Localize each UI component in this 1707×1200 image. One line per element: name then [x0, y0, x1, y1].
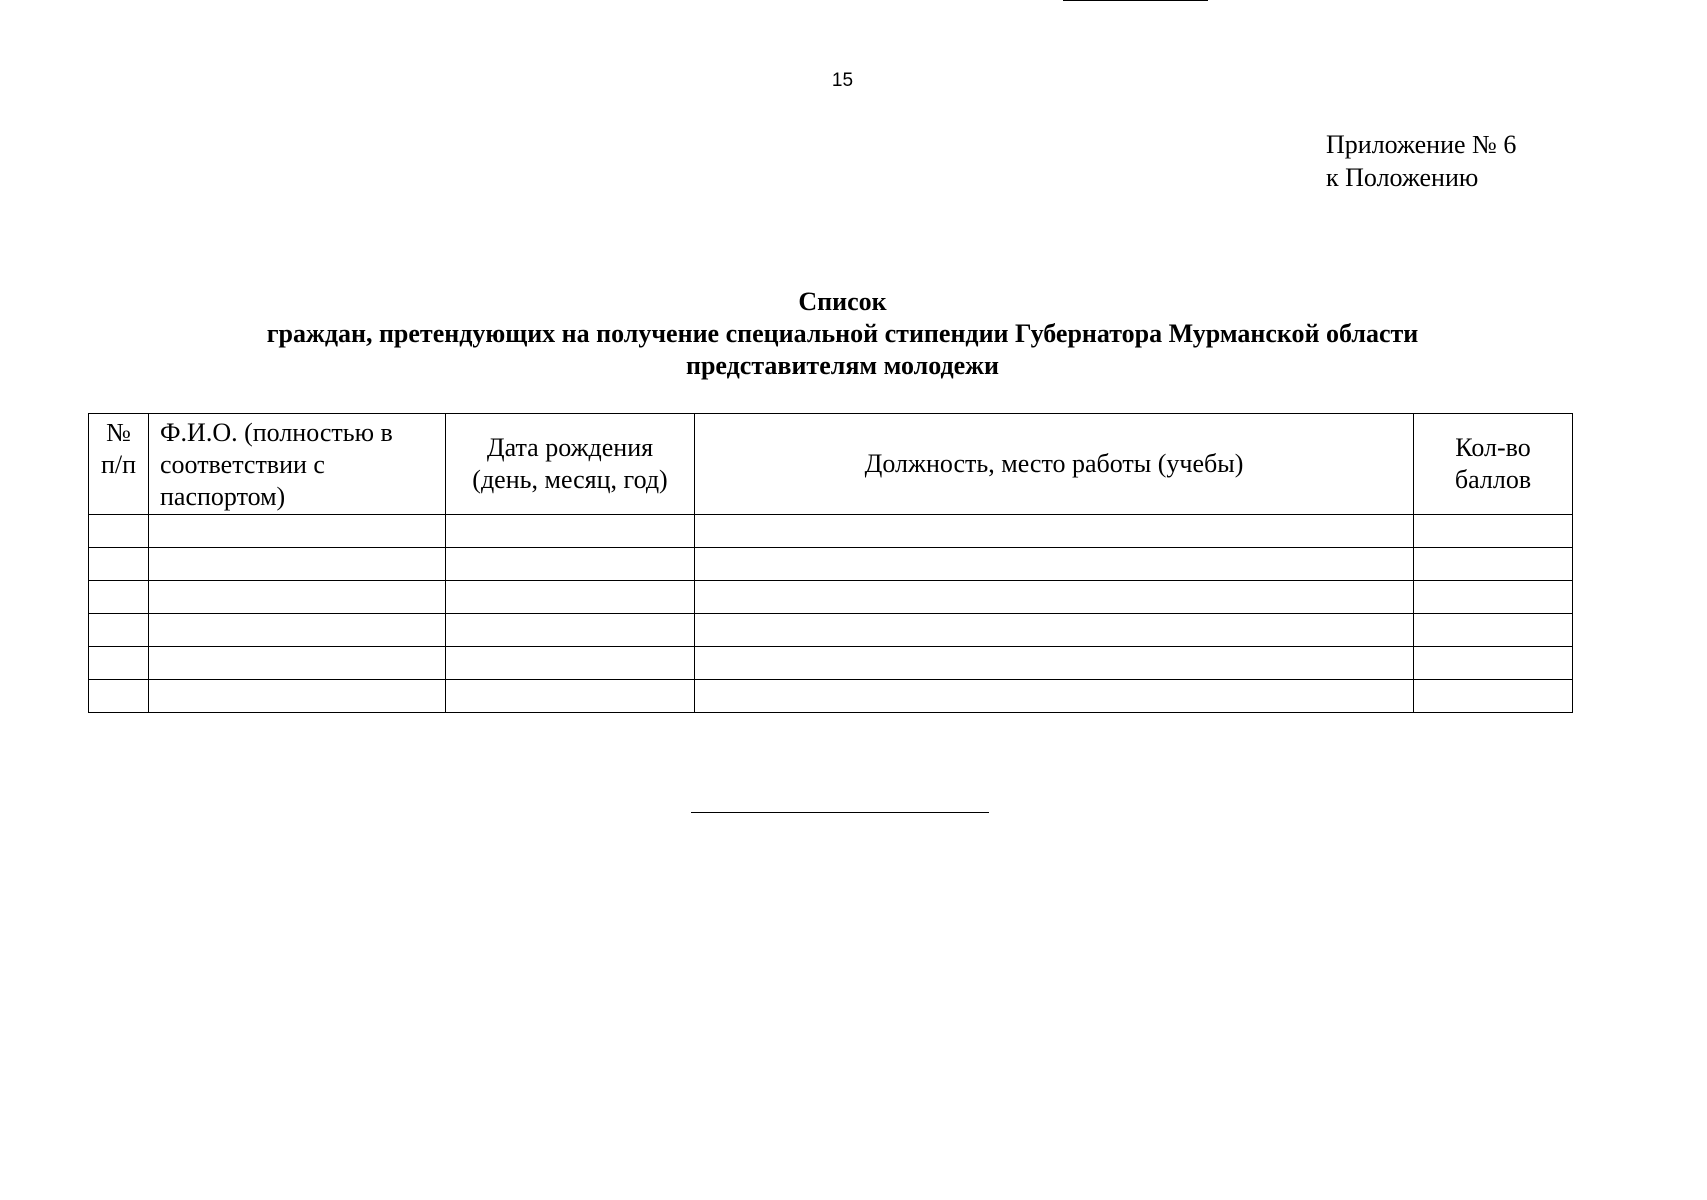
table-cell[interactable] [1414, 548, 1573, 581]
table-cell[interactable] [446, 614, 695, 647]
table-cell[interactable] [446, 581, 695, 614]
header-birth-date-line-2: (день, месяц, год) [472, 465, 668, 494]
table-cell[interactable] [149, 614, 446, 647]
table-row [89, 515, 1573, 548]
table-row [89, 581, 1573, 614]
header-score-line-2: баллов [1454, 465, 1532, 494]
table-cell[interactable] [89, 647, 149, 680]
table-cell[interactable] [149, 647, 446, 680]
header-birth-date-line-1: Дата рождения [486, 433, 654, 462]
table-cell[interactable] [695, 515, 1414, 548]
table-cell[interactable] [149, 680, 446, 713]
table-cell[interactable] [149, 581, 446, 614]
table-cell[interactable] [695, 581, 1414, 614]
top-edge-rule [1063, 0, 1208, 1]
table-cell[interactable] [446, 548, 695, 581]
table-cell[interactable] [89, 515, 149, 548]
end-of-document-rule [691, 812, 989, 813]
applicants-table [88, 413, 1573, 713]
table-cell[interactable] [89, 548, 149, 581]
table-cell[interactable] [89, 614, 149, 647]
table-cell[interactable] [1414, 614, 1573, 647]
table-cell[interactable] [89, 680, 149, 713]
table-cell[interactable] [695, 647, 1414, 680]
table-row [89, 680, 1573, 713]
table-cell[interactable] [446, 647, 695, 680]
table-cell[interactable] [695, 614, 1414, 647]
header-full-name: Ф.И.О. (полностью в соответствии с паспортом) [149, 414, 446, 515]
header-number-line-2: п/п [100, 450, 137, 479]
appendix-reference [1326, 128, 1516, 194]
header-score [1414, 414, 1573, 515]
table-row [89, 614, 1573, 647]
table-cell[interactable] [149, 548, 446, 581]
table-cell[interactable] [149, 515, 446, 548]
header-number-line-1: № [106, 418, 131, 447]
table-cell[interactable] [1414, 581, 1573, 614]
header-score-line-1: Кол-во [1455, 433, 1531, 462]
table-cell[interactable] [1414, 680, 1573, 713]
table-cell[interactable] [89, 581, 149, 614]
table-row [89, 548, 1573, 581]
table-cell[interactable] [695, 680, 1414, 713]
header-birth-date [446, 414, 695, 515]
header-position: Должность, место работы (учебы) [695, 414, 1414, 515]
table-row [89, 647, 1573, 680]
table-header-row [89, 414, 1573, 515]
document-title [0, 286, 1685, 382]
header-number [89, 414, 149, 515]
appendix-line-1: Приложение № 6 [1326, 130, 1517, 159]
table-cell[interactable] [1414, 515, 1573, 548]
title-line-1: Список [798, 287, 887, 316]
table-cell[interactable] [1414, 647, 1573, 680]
title-line-2: граждан, претендующих на получение специальной стипендии Губернатора Мурманской области [266, 319, 1419, 348]
table-cell[interactable] [446, 680, 695, 713]
table-cell[interactable] [446, 515, 695, 548]
title-line-3: представителям молодежи [685, 351, 999, 380]
appendix-line-2: к Положению [1326, 163, 1479, 192]
page-number: 15 [831, 70, 854, 91]
table-cell[interactable] [695, 548, 1414, 581]
